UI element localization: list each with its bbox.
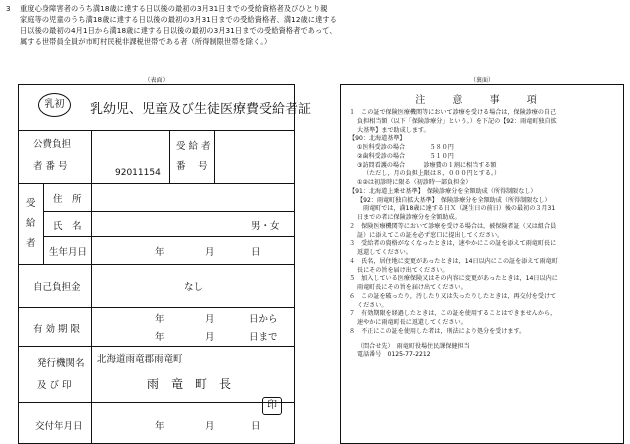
certificate-back (340, 84, 624, 444)
note-line: 証）に添えてこの証を必ず窓口に提出してください。 (357, 231, 504, 239)
official-seal: 印 (262, 397, 282, 415)
divider (43, 183, 44, 264)
recipient-label: 番 号 (176, 161, 208, 172)
front-caption: （表面） (144, 77, 169, 84)
note-line: ください。 (357, 301, 388, 309)
validity-from: 日から (249, 314, 278, 325)
note-line: ①医科受診の場合 ５８０円 (357, 144, 454, 151)
issue-month: 月 (205, 421, 215, 432)
top-note-text (20, 3, 616, 47)
issuer-mayor: 雨 竜 町 長 (147, 377, 232, 391)
note-line: 速やかに雨竜町長に返還してください。 (357, 319, 467, 326)
note-line: （問合せ先） 雨竜町役場住民課保健担当 (357, 342, 470, 350)
recipient-side-label: 受 (26, 198, 36, 209)
birth-day: 日 (251, 247, 261, 258)
top-note-number: 3 (6, 4, 11, 13)
note-line: ２ 保険医療機関等において診療を受ける場合は，被保険者証（又は組合員 (349, 222, 557, 230)
copay-label: 自己負担金 (33, 282, 81, 293)
birth-year: 年 (155, 247, 165, 258)
birthdate-label: 生年月日 (49, 247, 88, 258)
note-line: ③訪問看護の場合 診療費の１割に相当する額 (357, 161, 497, 169)
note-line: 返還してください。 (357, 249, 412, 256)
validity-year-to: 年 (155, 332, 165, 343)
note-line: 雨竜町では，満18歳に達する日Ｘ（誕生日の前日）後の最初の３月31 (363, 205, 556, 213)
top-note-line: 属する世帯員全員が市町村民税非課税世帯である者（所得制限世帯を除く。） (20, 37, 272, 46)
certificate-title: 乳幼児、児童及び生徒医療費受給者証 (90, 102, 312, 117)
certificate-badge: 乳初 (38, 93, 71, 117)
birth-month: 月 (205, 247, 215, 258)
divider (91, 402, 92, 443)
divider (19, 307, 294, 308)
notes-body (349, 109, 619, 360)
divider (43, 211, 294, 212)
top-note-line: 日以後の最初の4月1日から満18歳に達する日以後の最初の3月31日までの受給資格者であって、 (20, 26, 337, 35)
divider (91, 130, 92, 183)
issuer-label: 発行機関名 (37, 358, 85, 369)
divider (169, 130, 170, 183)
certificate-front (18, 84, 312, 444)
note-line: （ただし，月の負担上限は８，０００円とする。） (363, 170, 501, 178)
gender-field: 男・女 (251, 221, 280, 232)
note-line: 雨竜町長にその旨を届け出てください。 (357, 284, 467, 291)
issuer-organization: 北海道雨竜郡雨竜町 (97, 354, 183, 365)
note-line: ①②は初診時に限る（初診時一部負担金） (357, 179, 472, 186)
validity-label: 有 効 期 限 (33, 324, 81, 335)
note-line: 【92：雨竜町独自拡大基準】 保険診療分を全額助成（所得制限なし） (357, 196, 551, 204)
note-line: ３ 受給者の資格がなくなったときは，速やかにこの証を添えて雨竜町長に (349, 240, 557, 248)
insurer-label: 者 番 号 (33, 161, 68, 172)
divider (43, 236, 294, 237)
divider (19, 346, 294, 347)
issue-date-label: 交付年月日 (35, 421, 83, 432)
address-label: 住 所 (53, 194, 82, 205)
insurer-label: 公費負担 (33, 139, 72, 150)
notes-title: 注 意 事 項 (415, 95, 549, 106)
note-line: ５ 加入している医療保険又はその内容に変更があったときは，14日以内に (349, 275, 558, 283)
name-label: 氏 名 (53, 221, 82, 232)
insurer-number: 92011154 (115, 168, 161, 178)
top-note (6, 3, 616, 47)
divider (214, 130, 215, 183)
note-line: ②歯科受診の場合 ５１０円 (357, 152, 454, 160)
issue-year: 年 (155, 421, 165, 432)
note-line: １ この証で保険医療機関等において診療を受ける場合は，保険診療の自己 (349, 109, 557, 116)
note-line: ４ 氏名，居住地に変更があったときは，14日以内にこの証を添えて雨竜町 (349, 257, 558, 265)
validity-month-to: 月 (205, 332, 215, 343)
recipient-label: 受 給 者 (176, 141, 211, 152)
divider (19, 264, 294, 265)
validity-month-from: 月 (205, 314, 215, 325)
recipient-side-label: 者 (26, 238, 36, 249)
note-line: 長にその旨を届け出てください。 (357, 266, 449, 274)
note-line: ８ 不正にこの証を使用した者は，刑法により処分を受けます。 (349, 327, 526, 335)
validity-to: 日まで (249, 332, 278, 343)
back-caption: （裏面） (469, 77, 494, 84)
copay-value: なし (184, 282, 204, 293)
issue-day: 日 (251, 421, 261, 432)
divider (91, 183, 92, 402)
recipient-side-label: 給 (26, 218, 36, 229)
note-line: 電話番号 0125-77-2212 (357, 351, 431, 359)
note-line: 【91：北海道上乗せ基準】 保険診療分を全額助成（所得制限なし） (349, 187, 537, 195)
note-line: ７ 有効期限を経過したときは，この証を使用することはできませんから， (349, 310, 557, 318)
top-note-line: 重度心身障害者のうち満18歳に達する日以後の最初の3月31日までの受給資格者及びひとり親 (20, 4, 328, 13)
divider (19, 183, 294, 184)
note-line: 大基準】まで助成します。 (357, 126, 430, 134)
divider (19, 402, 294, 403)
note-line: 【90：北海道基準】 (349, 135, 406, 143)
top-note-line: 家庭等の児童のうち満18歳に達する日以後の最初の3月31日までの受給資格者、満12歳に達する (20, 15, 337, 24)
validity-year-from: 年 (155, 314, 165, 325)
note-line: 日までの者に保険診療分を全額助成。 (357, 214, 461, 221)
divider (19, 130, 294, 131)
issuer-label: 及 び 印 (37, 380, 72, 391)
note-line: 負担相当額（以下「保険診療分」という。）を下記の【92：雨竜町独自拡 (357, 117, 557, 125)
note-line: ６ この証を破ったり，汚したり又は失ったりしたときは，再交付を受けて (349, 292, 557, 300)
